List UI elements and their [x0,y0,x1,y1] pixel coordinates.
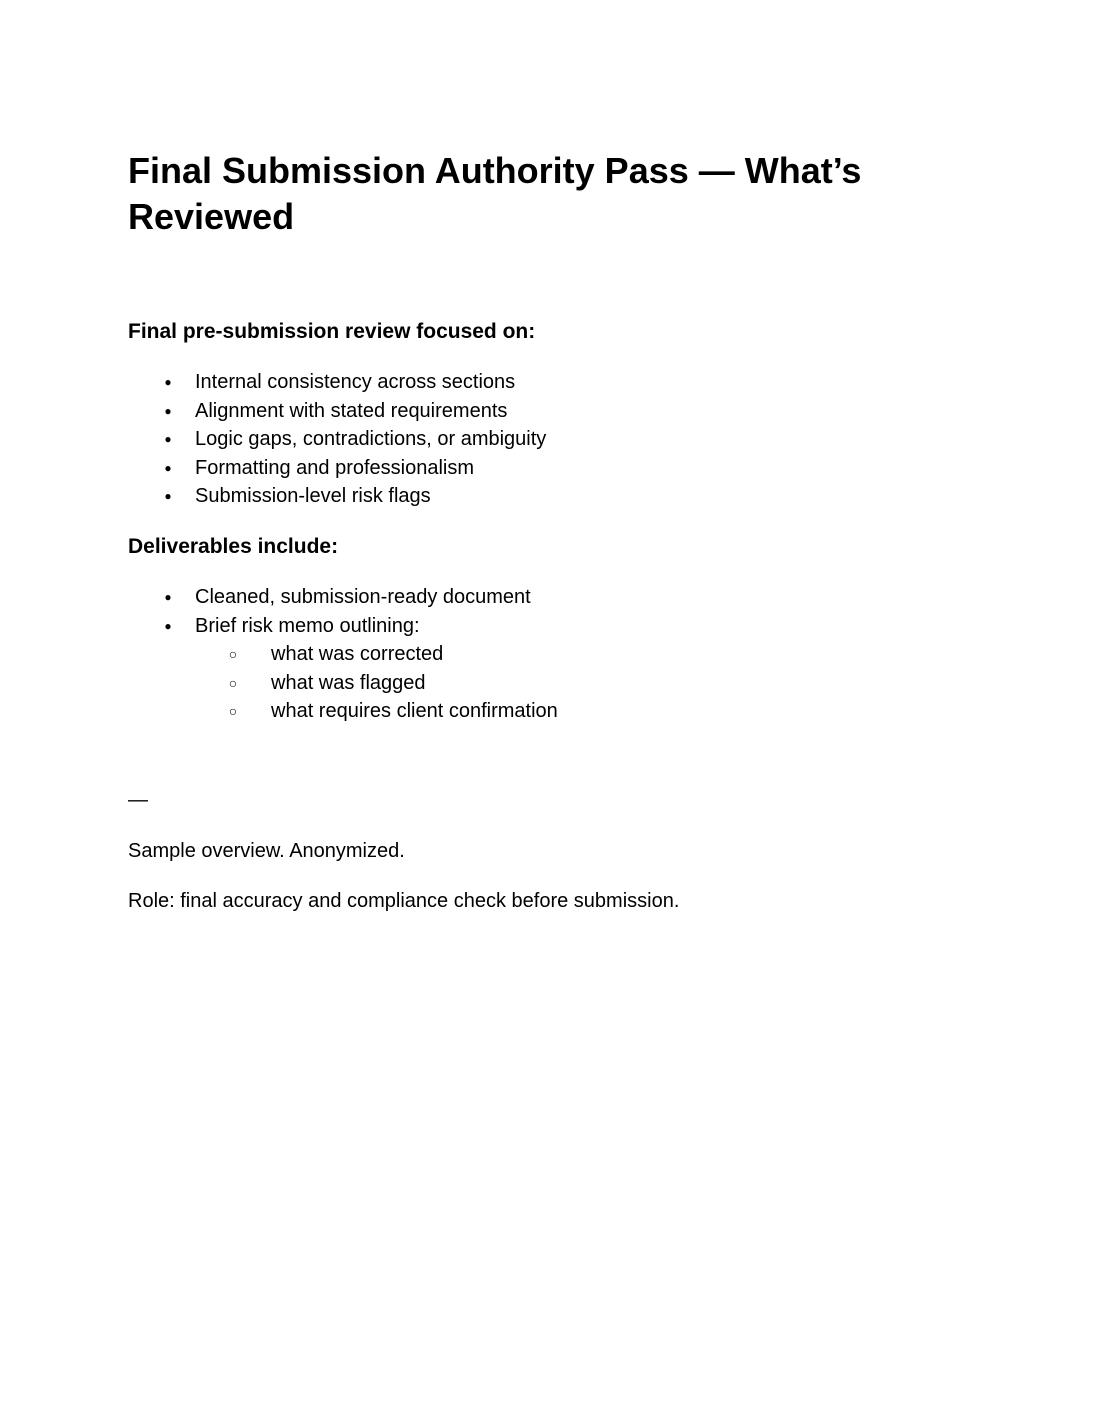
bullet-icon: ● [164,403,172,418]
list-item-text: Internal consistency across sections [195,371,516,393]
list-item [128,612,970,641]
sub-list-item-text: what was flagged [271,671,426,694]
list-item-text: Formatting and professionalism [195,456,475,479]
sub-list-item-text: what was corrected [271,643,444,666]
list-item-text: Alignment with stated requirements [195,399,508,422]
bullet-icon: ● [164,489,172,504]
list-item [128,368,970,397]
sub-list-item [128,640,970,669]
overview-paragraph: Sample overview. Anonymized. [128,839,405,862]
list-item-text: Submission-level risk flags [195,485,431,508]
document-title: Final Submission Authority Pass — What’s Reviewed [128,150,862,237]
circle-bullet-icon: ○ [228,703,238,720]
em-dash-divider: — [128,788,148,811]
list-item-text: Logic gaps, contradictions, or ambiguity [195,428,547,451]
bullet-icon: ● [164,589,172,604]
section-heading-deliverables: Deliverables include: [128,534,339,558]
section-heading-review-focus: Final pre-submission review focused on: [128,320,536,343]
review-focus-list [128,368,970,511]
bullet-icon: ● [164,460,172,475]
role-paragraph: Role: final accuracy and compliance check before submission. [128,890,680,913]
bullet-icon: ● [164,375,172,389]
list-item [128,397,970,426]
sub-list-item [128,669,970,698]
circle-bullet-icon: ○ [228,646,238,663]
list-item [128,482,970,511]
sub-list-item-text: what requires client confirmation [271,700,558,723]
list-item [128,425,970,454]
list-item [128,583,970,612]
bullet-icon: ● [164,618,172,633]
bullet-icon: ● [164,432,172,447]
deliverables-list [128,583,970,726]
circle-bullet-icon: ○ [228,674,238,691]
list-item-text: Cleaned, submission-ready document [195,585,531,608]
list-item [128,454,970,483]
list-item-text: Brief risk memo outlining: [195,614,420,637]
sub-list-item [128,697,970,726]
